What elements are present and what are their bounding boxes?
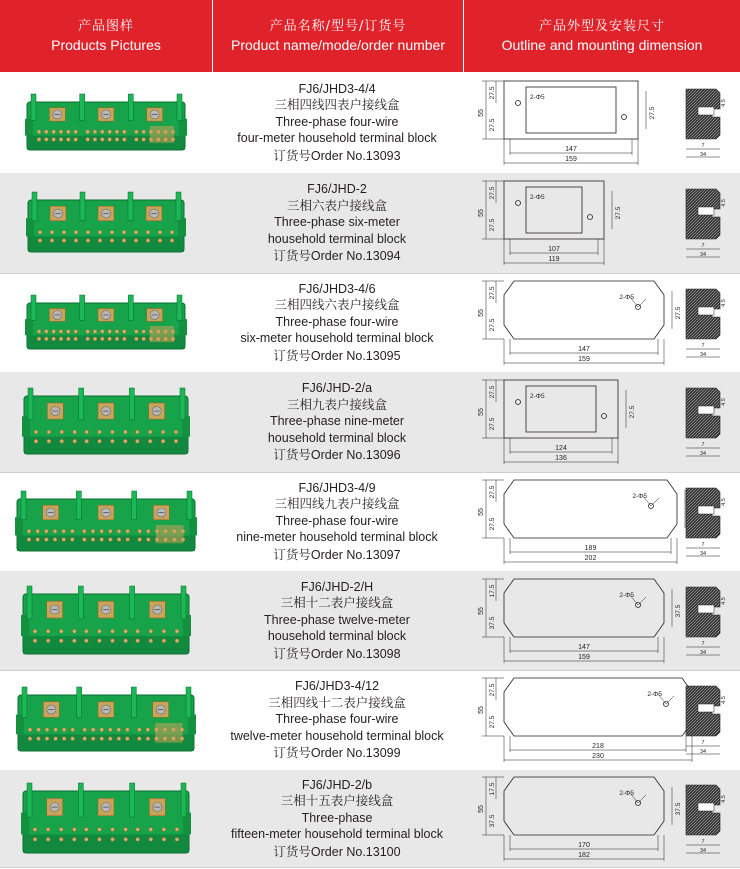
outline-drawing <box>476 773 682 865</box>
order-number: 订货号Order No.13098 <box>273 646 401 661</box>
cross-section-drawing <box>676 77 730 169</box>
order-number: 订货号Order No.13093 <box>273 148 401 163</box>
product-row <box>0 273 740 372</box>
product-model: FJ6/JHD-2 <box>307 182 367 197</box>
lower-offset-dimension: 27.5 <box>489 218 496 232</box>
section-view <box>676 177 730 273</box>
overall-width-dimension: 202 <box>584 555 597 562</box>
top-offset-dimension: 27.5 <box>489 286 496 300</box>
product-name-en-continued: four-meter household terminal block <box>237 131 437 146</box>
product-description <box>214 273 460 372</box>
product-photo <box>21 584 191 658</box>
product-name-zh: 三相六表户接线盒 <box>286 198 387 213</box>
lower-offset-dimension: 27.5 <box>489 118 496 132</box>
side-offset-dimension: 37.5 <box>675 604 682 618</box>
product-name-en: Three-phase four-wire <box>275 114 399 129</box>
hole-size-label: 2-Φ5 <box>632 493 647 500</box>
product-name-zh: 三相四线六表户接线盒 <box>274 298 400 313</box>
product-description <box>214 571 460 670</box>
hole-size-label: 2-Φ5 <box>530 393 545 400</box>
product-photo <box>25 293 187 353</box>
order-number: 订货号Order No.13097 <box>273 547 401 562</box>
product-description <box>214 173 460 273</box>
outline-drawing <box>476 277 682 369</box>
product-name-en-continued: fifteen-meter household terminal block <box>231 827 443 842</box>
cross-section-drawing <box>676 277 730 369</box>
product-name-en-continued: twelve-meter household terminal block <box>230 728 444 743</box>
height-dimension: 55 <box>478 607 485 615</box>
outline-drawing <box>476 575 682 667</box>
section-width-dimension: 34 <box>699 650 707 656</box>
cross-section-drawing <box>676 177 730 269</box>
section-depth-dimension: 7 <box>701 442 705 448</box>
product-picture <box>26 190 186 260</box>
product-name-en: Three-phase twelve-meter <box>264 612 410 627</box>
lower-offset-dimension: 27.5 <box>489 318 496 332</box>
product-description <box>214 670 460 770</box>
product-model: FJ6/JHD-2/a <box>301 381 373 396</box>
hole-size-label: 2-Φ5 <box>530 194 545 201</box>
section-view <box>676 277 730 373</box>
overall-width-dimension: 119 <box>548 256 560 263</box>
outline-dimension <box>476 77 672 173</box>
product-photo <box>26 190 186 256</box>
section-depth-dimension: 7 <box>701 641 705 647</box>
section-thickness-dimension: 4.5 <box>721 696 727 704</box>
section-width-dimension: 34 <box>699 848 707 854</box>
product-photo <box>21 781 191 857</box>
product-row <box>0 670 740 770</box>
product-row <box>0 72 740 173</box>
section-thickness-dimension: 4.5 <box>721 597 727 605</box>
product-picture <box>22 386 190 462</box>
section-thickness-dimension: 4.5 <box>721 99 727 107</box>
product-name-en-continued: household terminal block <box>267 629 407 644</box>
cross-section-drawing <box>676 476 730 568</box>
product-name-zh: 三相十五表户接线盒 <box>280 794 394 809</box>
side-offset-dimension: 27.5 <box>629 405 636 419</box>
top-offset-dimension: 17.5 <box>489 584 496 598</box>
outline-dimension <box>476 575 682 671</box>
mounting-width-dimension: 147 <box>578 644 590 651</box>
product-model: FJ6/JHD3-4/12 <box>294 679 380 694</box>
header-dimensions-en: Outline and mounting dimension <box>501 37 703 53</box>
section-depth-dimension: 7 <box>701 740 705 746</box>
section-thickness-dimension: 4.5 <box>721 498 727 506</box>
mounting-width-dimension: 147 <box>565 146 577 153</box>
product-picture <box>16 685 196 759</box>
order-number: 订货号Order No.13096 <box>273 448 401 463</box>
section-depth-dimension: 7 <box>701 243 705 249</box>
outline-dimension <box>476 277 682 373</box>
product-name-zh: 三相九表户接线盒 <box>286 397 387 412</box>
product-photo <box>15 489 197 555</box>
cross-section-drawing <box>676 575 730 667</box>
section-width-dimension: 34 <box>699 152 707 158</box>
order-number: 订货号Order No.13095 <box>273 348 401 363</box>
lower-offset-dimension: 37.5 <box>489 616 496 630</box>
section-thickness-dimension: 4.5 <box>721 299 727 307</box>
product-name-en-continued: six-meter household terminal block <box>240 331 434 346</box>
section-width-dimension: 34 <box>699 749 707 755</box>
top-offset-dimension: 17.5 <box>489 782 496 796</box>
header-product-name <box>213 0 463 72</box>
product-picture <box>25 293 187 357</box>
product-name-zh: 三相四线十二表户接线盒 <box>268 695 406 710</box>
product-photo <box>25 92 187 154</box>
lower-offset-dimension: 27.5 <box>489 417 496 431</box>
product-description <box>214 72 460 173</box>
header-pictures-en: Products Pictures <box>51 37 161 53</box>
cross-section-drawing <box>676 376 730 468</box>
product-model: FJ6/JHD3-4/6 <box>298 281 376 296</box>
hole-size-label: 2-Φ5 <box>647 691 662 698</box>
header-product-name-en: Product name/mode/order number <box>231 37 445 53</box>
section-depth-dimension: 7 <box>701 343 705 349</box>
lower-offset-dimension: 27.5 <box>489 715 496 729</box>
overall-width-dimension: 159 <box>565 156 577 163</box>
product-description <box>214 770 460 867</box>
section-view <box>676 674 730 770</box>
section-depth-dimension: 7 <box>701 143 705 149</box>
mounting-width-dimension: 189 <box>584 545 597 552</box>
section-thickness-dimension: 4.5 <box>721 199 727 207</box>
outline-dimension <box>476 773 682 869</box>
top-offset-dimension: 27.5 <box>489 385 496 399</box>
outline-dimension <box>476 177 672 273</box>
mounting-width-dimension: 124 <box>555 445 567 452</box>
product-description <box>214 472 460 571</box>
mounting-width-dimension: 218 <box>592 743 604 750</box>
hole-size-label: 2-Φ5 <box>619 592 634 599</box>
hole-size-label: 2-Φ5 <box>530 94 545 101</box>
section-depth-dimension: 7 <box>701 839 705 845</box>
product-picture <box>25 92 187 158</box>
product-row <box>0 472 740 571</box>
row-divider <box>0 867 740 868</box>
mounting-width-dimension: 147 <box>578 346 590 353</box>
outline-drawing <box>476 77 672 169</box>
mounting-width-dimension: 170 <box>578 842 590 849</box>
product-photo <box>16 685 196 755</box>
section-view <box>676 376 730 472</box>
overall-width-dimension: 159 <box>578 654 590 661</box>
top-offset-dimension: 27.5 <box>489 683 496 697</box>
side-offset-dimension: 27.5 <box>615 206 622 220</box>
product-picture <box>21 584 191 662</box>
header-dimensions-zh: 产品外型及安装尺寸 <box>538 19 665 34</box>
product-name-en-continued: nine-meter household terminal block <box>236 530 438 545</box>
section-width-dimension: 34 <box>699 352 707 358</box>
product-picture <box>21 781 191 861</box>
section-width-dimension: 34 <box>699 252 707 258</box>
product-name-en-continued: household terminal block <box>267 430 407 445</box>
product-name-en-continued: household terminal block <box>267 231 407 246</box>
product-model: FJ6/JHD3-4/4 <box>298 81 376 96</box>
product-name-zh: 三相四线九表户接线盒 <box>274 497 400 512</box>
product-row <box>0 173 740 273</box>
product-name-en: Three-phase four-wire <box>275 314 399 329</box>
cross-section-drawing <box>676 674 730 766</box>
product-row <box>0 770 740 867</box>
outline-drawing <box>476 476 672 568</box>
mounting-width-dimension: 107 <box>548 246 560 253</box>
hole-size-label: 2-Φ5 <box>619 294 634 301</box>
section-view <box>676 773 730 869</box>
section-depth-dimension: 7 <box>701 542 705 548</box>
order-number: 订货号Order No.13094 <box>273 249 401 264</box>
section-view <box>676 77 730 173</box>
header-dimensions <box>464 0 740 72</box>
side-offset-dimension: 27.5 <box>675 306 682 320</box>
height-dimension: 55 <box>478 209 485 217</box>
height-dimension: 55 <box>478 805 485 813</box>
table-header <box>0 0 740 72</box>
product-model: FJ6/JHD-2/H <box>300 579 374 594</box>
section-thickness-dimension: 4.5 <box>721 795 727 803</box>
product-name-en: Three-phase <box>301 810 373 825</box>
header-product-name-zh: 产品名称/型号/订货号 <box>269 19 407 34</box>
hole-size-label: 2-Φ5 <box>619 790 634 797</box>
product-model: FJ6/JHD3-4/9 <box>298 480 376 495</box>
product-name-zh: 三相十二表户接线盒 <box>280 596 394 611</box>
section-thickness-dimension: 4.5 <box>721 398 727 406</box>
product-name-en: Three-phase nine-meter <box>269 414 405 429</box>
outline-dimension <box>476 476 672 572</box>
outline-dimension <box>476 674 672 770</box>
overall-width-dimension: 136 <box>555 455 567 462</box>
lower-offset-dimension: 27.5 <box>489 517 496 531</box>
top-offset-dimension: 27.5 <box>489 485 496 499</box>
side-offset-dimension: 27.5 <box>649 106 656 120</box>
product-description <box>214 372 460 472</box>
height-dimension: 55 <box>478 706 485 714</box>
product-photo <box>22 386 190 458</box>
outline-drawing <box>476 376 672 468</box>
order-number: 订货号Order No.13099 <box>273 746 401 761</box>
height-dimension: 55 <box>478 408 485 416</box>
section-view <box>676 476 730 572</box>
top-offset-dimension: 27.5 <box>489 86 496 100</box>
product-name-en: Three-phase four-wire <box>275 712 399 727</box>
order-number: 订货号Order No.13100 <box>273 844 401 859</box>
height-dimension: 55 <box>478 508 485 516</box>
overall-width-dimension: 230 <box>592 753 604 760</box>
section-view <box>676 575 730 671</box>
height-dimension: 55 <box>478 109 485 117</box>
lower-offset-dimension: 37.5 <box>489 814 496 828</box>
product-name-en: Three-phase six-meter <box>274 215 400 230</box>
outline-dimension <box>476 376 672 472</box>
product-model: FJ6/JHD-2/b <box>301 777 373 792</box>
overall-width-dimension: 182 <box>578 852 590 859</box>
product-name-en: Three-phase four-wire <box>275 513 399 528</box>
section-width-dimension: 34 <box>699 551 707 557</box>
overall-width-dimension: 159 <box>578 356 590 363</box>
header-pictures <box>0 0 212 72</box>
product-name-zh: 三相四线四表户接线盒 <box>274 98 400 113</box>
product-picture <box>15 489 197 559</box>
section-width-dimension: 34 <box>699 451 707 457</box>
product-row <box>0 571 740 670</box>
outline-drawing <box>476 674 672 766</box>
cross-section-drawing <box>676 773 730 865</box>
side-offset-dimension: 37.5 <box>675 802 682 816</box>
top-offset-dimension: 27.5 <box>489 186 496 200</box>
product-row <box>0 372 740 472</box>
header-pictures-zh: 产品图样 <box>77 19 134 34</box>
outline-drawing <box>476 177 672 269</box>
height-dimension: 55 <box>478 309 485 317</box>
